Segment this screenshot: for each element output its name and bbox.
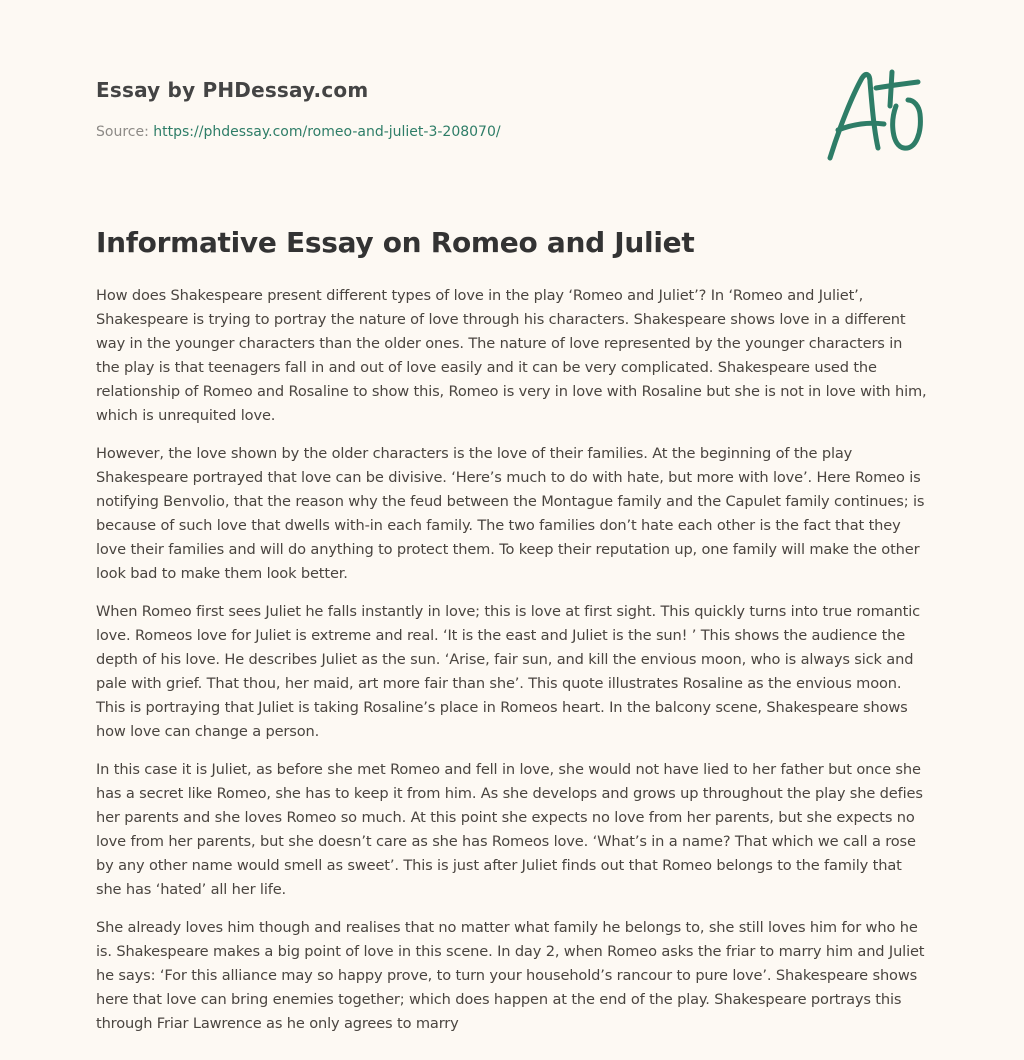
paragraph: She already loves him though and realises that no matter what family he belongs to, she still loves him for who he is. Shakespeare makes a big point of love in this scene. In day 2, when Romeo asks the friar to marry him and Juliet he says: ‘For this alliance may so happy prove, to turn your household’s rancour to pure love’. Shakespeare shows here that love can bring enemies together; which does happen at the end of the play. Shakespeare portrays this through Friar Lawrence as he only agrees to marry	[96, 919, 925, 1032]
a-plus-logo-icon	[818, 66, 930, 166]
paragraph: In this case it is Juliet, as before she met Romeo and fell in love, she would not have lied to her father but once she has a secret like Romeo, she has to keep it from him. As she develops and grows up throughout the play she defies her parents and she loves Romeo so much. At this point she expects no love from her parents, but she expects no love from her parents, but she doesn’t care as she has Romeos love. ‘What’s in a name? That which we call a rose by any other name would smell as sweet’. This is just after Juliet finds out that Romeo belongs to the family that she has ‘hated’ all her life.	[96, 761, 923, 898]
essay-body	[96, 284, 930, 1050]
paragraph: How does Shakespeare present different types of love in the play ‘Romeo and Juliet’? In ‘Romeo and Juliet’, Shakespeare is trying to portray the nature of love through his characters. Shakespeare shows love in a different way in the younger characters than the older ones. The nature of love represented by the younger characters in the play is that teenagers fall in and out of love easily and it can be very complicated. Shakespeare used the relationship of Romeo and Rosaline to show this, Romeo is very in love with Rosaline but she is not in love with him, which is unrequited love.	[96, 287, 927, 424]
essay-title: Informative Essay on Romeo and Juliet	[96, 226, 695, 259]
brand-title: Essay by PHDessay.com	[96, 78, 369, 102]
source-link[interactable]: https://phdessay.com/romeo-and-juliet-3-208070/	[153, 124, 501, 140]
source-line	[96, 124, 501, 140]
paragraph: However, the love shown by the older characters is the love of their families. At the beginning of the play Shakespeare portrayed that love can be divisive. ‘Here’s much to do with hate, but more with love’. Here Romeo is notifying Benvolio, that the reason why the feud between the Montague family and the Capulet family continues; is because of such love that dwells with-in each family. The two families don’t hate each other is the fact that they love their families and will do anything to protect them. To keep their reputation up, one family will make the other look bad to make them look better.	[96, 445, 925, 582]
paragraph: When Romeo first sees Juliet he falls instantly in love; this is love at first sight. This quickly turns into true romantic love. Romeos love for Juliet is extreme and real. ‘It is the east and Juliet is the sun! ’ This shows the audience the depth of his love. He describes Juliet as the sun. ‘Arise, fair sun, and kill the envious moon, who is always sick and pale with grief. That thou, her maid, art more fair than she’. This quote illustrates Rosaline as the envious moon. This is portraying that Juliet is taking Rosaline’s place in Romeos heart. In the balcony scene, Shakespeare shows how love can change a person.	[96, 603, 920, 740]
source-label: Source:	[96, 124, 149, 140]
